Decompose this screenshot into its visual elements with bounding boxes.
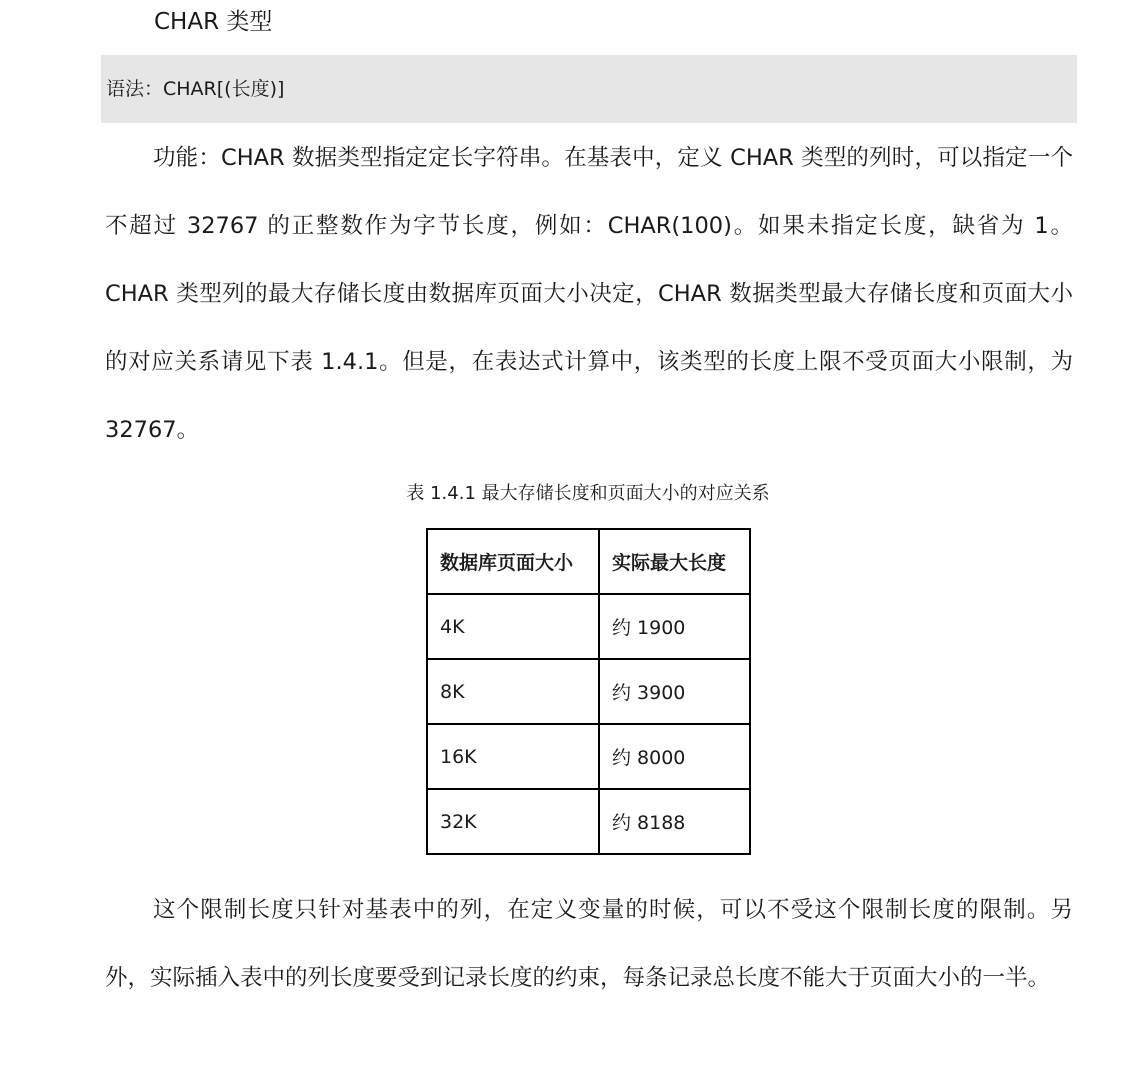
function-description-paragraph: 功能：CHAR 数据类型指定定长字符串。在基表中，定义 CHAR 类型的列时，可以指定一个不超过 32767 的正整数作为字节长度，例如：CHAR(100)。如果未指定长度，缺省为 1。CHAR 类型列的最大存储长度由数据库页面大小决定，CHAR 数据类型最大存储长度和页面大小的对应关系请见下表 1.4.1。但是，在表达式计算中，该类型的长度上限不受页面大小限制，为 32767。	[105, 145, 1073, 443]
cell-page-size: 4K	[427, 594, 599, 659]
table-row	[427, 724, 750, 789]
table-row	[427, 659, 750, 724]
cell-max-length: 约 8188	[599, 789, 750, 854]
section-title: CHAR 类型	[154, 9, 273, 35]
cell-max-length: 约 8000	[599, 724, 750, 789]
table-caption: 表 1.4.1 最大存储长度和页面大小的对应关系	[406, 483, 770, 504]
limit-note-paragraph: 这个限制长度只针对基表中的列，在定义变量的时候，可以不受这个限制长度的限制。另外，实际插入表中的列长度要受到记录长度的约束，每条记录总长度不能大于页面大小的一半。	[105, 897, 1073, 991]
cell-page-size: 8K	[427, 659, 599, 724]
header-max-length: 实际最大长度	[599, 529, 750, 594]
table-header-row	[427, 529, 750, 594]
table-row	[427, 789, 750, 854]
cell-max-length: 约 3900	[599, 659, 750, 724]
cell-page-size: 32K	[427, 789, 599, 854]
syntax-text: 语法：CHAR[(长度)]	[106, 78, 285, 100]
header-page-size: 数据库页面大小	[427, 529, 599, 594]
cell-max-length: 约 1900	[599, 594, 750, 659]
page-size-table	[426, 528, 751, 855]
table-row	[427, 594, 750, 659]
cell-page-size: 16K	[427, 724, 599, 789]
syntax-box	[101, 55, 1077, 123]
